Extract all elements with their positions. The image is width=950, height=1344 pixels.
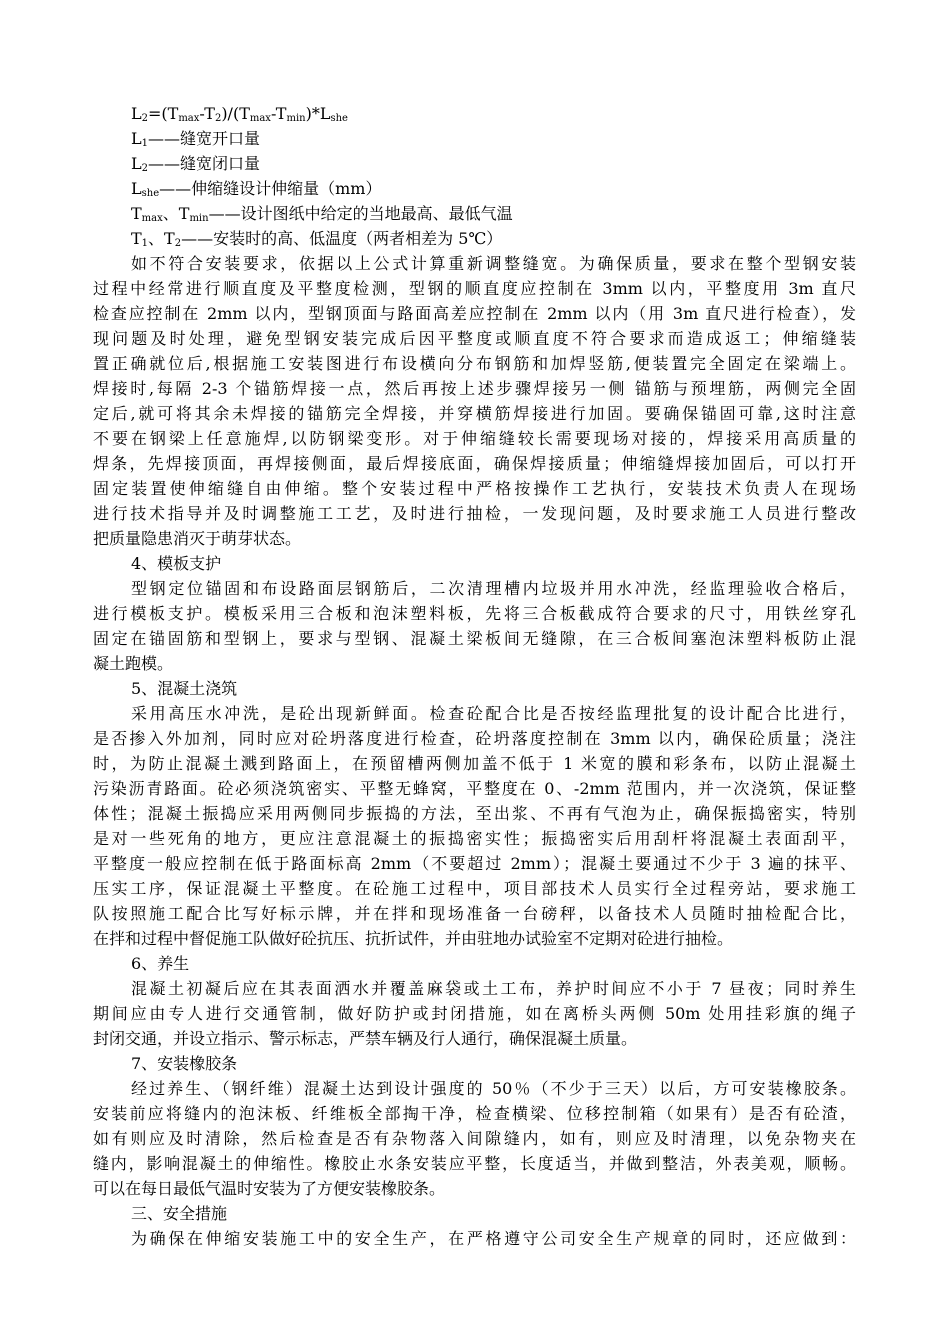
definition-l1: $L_1——$缝宽开口量 bbox=[131, 129, 261, 149]
paragraph-line: 混凝土初凝后应在其表面洒水并覆盖麻袋或土工布，养护时间应不小于 7 昼夜；同时养生 bbox=[131, 979, 856, 998]
paragraph-line: 不要在钢梁上任意施焊,以防钢梁变形。对于伸缩缝较长需要现场对接的，焊接采用高质量的 bbox=[93, 429, 856, 448]
paragraph-line: 是对一些死角的地方，更应注意混凝土的振捣密实性；振捣密实后用刮杆将混凝土表面刮平， bbox=[93, 829, 856, 848]
paragraph-line: 平整度一般应控制在低于路面标高 2mm（不要超过 2mm）；混凝土要通过不少于 3 遍的抹平、 bbox=[93, 854, 856, 873]
section-heading-6: 6、养生 bbox=[131, 954, 190, 973]
paragraph-line: 缝内，影响混凝土的伸缩性。橡胶止水条安装应平整，长度适当，并做到整洁，外表美观，顺畅。 bbox=[93, 1154, 856, 1173]
paragraph-line: 封闭交通，并设立指示、警示标志，严禁车辆及行人通行，确保混凝土质量。 bbox=[93, 1029, 638, 1048]
paragraph-line: 时，为防止混凝土溅到路面上，在预留槽两侧加盖不低于 1 米宽的膜和彩条布，以防止混凝土 bbox=[93, 754, 856, 773]
paragraph-line: 体性；混凝土振捣应采用两侧同步振捣的方法，至出浆、不再有气泡为止，确保振捣密实，特别 bbox=[93, 804, 856, 823]
paragraph-line: 过程中经常进行顺直度及平整度检测，型钢的顺直度应控制在 3mm 以内，平整度用 3m 直尺 bbox=[93, 279, 856, 298]
paragraph-line: 队按照施工配合比写好标示牌，并在拌和现场准备一台磅秤，以备技术人员随时抽检配合比， bbox=[93, 904, 856, 923]
paragraph-line: 固定装置使伸缩缝自由伸缩。整个安装过程中严格按操作工艺执行，安装技术负责人在现场 bbox=[93, 479, 856, 498]
paragraph-line: 定后,就可将其余未焊接的锚筋完全焊接，并穿横筋焊接进行加固。要确保锚固可靠,这时注意 bbox=[93, 404, 856, 423]
paragraph-line: 期间应由专人进行交通管制，做好防护或封闭措施，如在离桥头两侧 50m 处用挂彩旗的绳子 bbox=[93, 1004, 856, 1023]
section-heading-5: 5、混凝土浇筑 bbox=[131, 679, 238, 698]
paragraph-line: 进行技术指导并及时调整施工工艺，及时进行抽检，一发现问题，及时要求施工人员进行整改 bbox=[93, 504, 856, 523]
paragraph-line: 固定在锚固筋和型钢上，要求与型钢、混凝土梁板间无缝隙，在三合板间塞泡沫塑料板防止混 bbox=[93, 629, 856, 648]
paragraph-line: 安装前应将缝内的泡沫板、纤维板全部掏干净，检查横梁、位移控制箱（如果有）是否有砼渣， bbox=[93, 1104, 856, 1123]
paragraph-line: 采用高压水冲洗，是砼出现新鲜面。检查砼配合比是否按经监理批复的设计配合比进行， bbox=[131, 704, 856, 723]
formula-l2: $L_2=(T_{max}-T_2)/(T_{max}-T_{min})*L_{she}$ bbox=[131, 104, 348, 124]
paragraph-line: 进行模板支护。模板采用三合板和泡沫塑料板，先将三合板截成符合要求的尺寸，用铁丝穿孔 bbox=[93, 604, 856, 623]
paragraph-line: 置正确就位后,根据施工安装图进行布设横向分布钢筋和加焊竖筋,便装置完全固定在梁端上。 bbox=[93, 354, 856, 373]
paragraph-line: 凝土跑模。 bbox=[93, 654, 174, 673]
paragraph-line: 焊条，先焊接顶面，再焊接侧面，最后焊接底面，确保焊接质量；伸缩缝焊接加固后，可以打开 bbox=[93, 454, 856, 473]
paragraph-line: 压实工序，保证混凝土平整度。在砼施工过程中，项目部技术人员实行全过程旁站，要求施工 bbox=[93, 879, 856, 898]
paragraph-line: 型钢定位锚固和布设路面层钢筋后，二次清理槽内垃圾并用水冲洗，经监理验收合格后， bbox=[131, 579, 856, 598]
section-heading-4: 4、模板支护 bbox=[131, 554, 222, 573]
paragraph-line: 焊接时,每隔 2-3 个锚筋焊接一点，然后再按上述步骤焊接另一侧 锚筋与预埋筋，两侧完全固 bbox=[93, 379, 856, 398]
paragraph-line: 如不符合安装要求，依据以上公式计算重新调整缝宽。为确保质量，要求在整个型钢安装 bbox=[131, 254, 856, 273]
paragraph-line: 可以在每日最低气温时安装为了方便安装橡胶条。 bbox=[93, 1179, 446, 1198]
paragraph-line: 在拌和过程中督促施工队做好砼抗压、抗折试件，并由驻地办试验室不定期对砼进行抽检。 bbox=[93, 929, 734, 948]
definition-tmax-tmin: $T_{max}$、$T_{min}——$设计图纸中给定的当地最高、最低气温 bbox=[131, 204, 513, 224]
paragraph-line: 现问题及时处理，避免型钢安装完成后因平整度或顺直度不符合要求而造成返工；伸缩缝装 bbox=[93, 329, 856, 348]
paragraph-line: 为确保在伸缩安装施工中的安全生产，在严格遵守公司安全生产规章的同时，还应做到： bbox=[131, 1229, 856, 1248]
definition-lshe: $L_{she}——$伸缩缝设计伸缩量（mm） bbox=[131, 179, 382, 199]
paragraph-line: 经过养生、（钢纤维）混凝土达到设计强度的 50％（不少于三天）以后，方可安装橡胶条。 bbox=[131, 1079, 856, 1098]
paragraph-line: 把质量隐患消灭于萌芽状态。 bbox=[93, 529, 302, 548]
paragraph-line: 是否掺入外加剂，同时应对砼坍落度进行检查，砼坍落度控制在 3mm 以内，确保砼质量；浇注 bbox=[93, 729, 856, 748]
section-heading-7: 7、安装橡胶条 bbox=[131, 1054, 238, 1073]
section-heading-safety: 三、安全措施 bbox=[131, 1204, 228, 1223]
paragraph-line: 检查应控制在 2mm 以内，型钢顶面与路面高差应控制在 2mm 以内（用 3m 直尺进行检查），发 bbox=[93, 304, 856, 323]
definition-t1-t2: $T_1$、$T_2——$安装时的高、低温度（两者相差为 5℃） bbox=[131, 229, 503, 249]
paragraph-line: 污染沥青路面。砼必须浇筑密实、平整无蜂窝，平整度在 0、-2mm 范围内，并一次浇筑，保证整 bbox=[93, 779, 856, 798]
definition-l2: $L_2——$缝宽闭口量 bbox=[131, 154, 261, 174]
paragraph-line: 如有则应及时清除，然后检查是否有杂物落入间隙缝内，如有，则应及时清理，以免杂物夹在 bbox=[93, 1129, 856, 1148]
